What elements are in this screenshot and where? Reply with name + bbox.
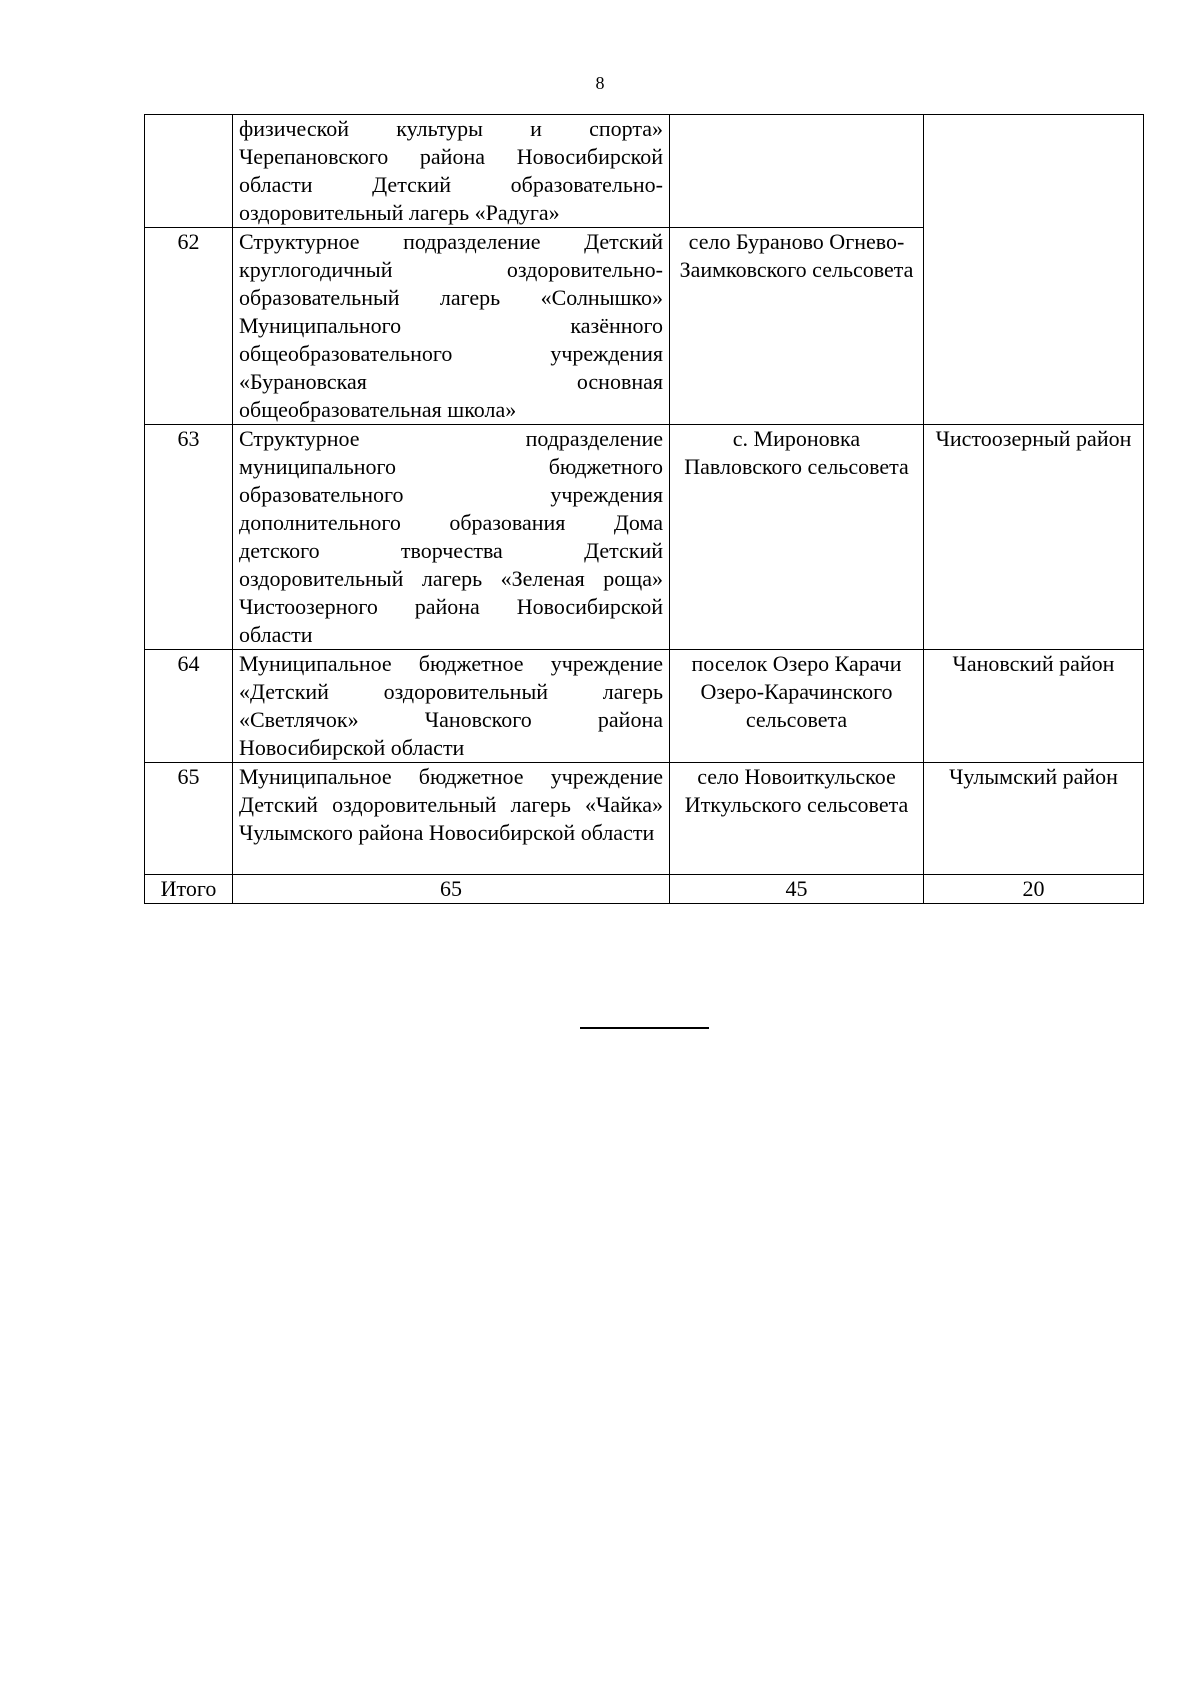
institution-name-cell: Структурное подразделение муниципального бюджетного образовательного учреждения дополнительного образования Дома детского творчества Детский оздоровительный лагерь «Зеленая роща» Чистоозерного района Новосибирской области [233,425,670,650]
row-number-cell: 63 [145,425,233,650]
page-number: 8 [595,73,605,93]
district-cell: Чулымский район [924,763,1144,875]
row-number-cell: 64 [145,650,233,763]
table-row [145,425,1144,650]
total-row [145,875,1144,904]
location-cell: село Новоиткульское Иткульского сельсовета [670,763,924,875]
table-row [145,115,1144,228]
row-number-cell: 65 [145,763,233,875]
institution-name-cell: Структурное подразделение Детский круглогодичный оздоровительно-образовательный лагерь «Солнышко» Муниципального казённого общеобразовательного учреждения «Бурановская основная общеобразовательная школа» [233,228,670,425]
end-of-document-rule [580,1027,709,1029]
table-row [145,763,1144,875]
district-cell [924,115,1144,425]
row-number-cell: 62 [145,228,233,425]
total-places: 45 [670,875,924,904]
district-cell: Чистоозерный район [924,425,1144,650]
institution-name-cell: Муниципальное бюджетное учреждение Детский оздоровительный лагерь «Чайка» Чулымского района Новосибирской области [233,763,670,875]
location-cell: поселок Озеро Карачи Озеро-Карачинского сельсовета [670,650,924,763]
total-districts: 20 [924,875,1144,904]
institution-name-cell: Муниципальное бюджетное учреждение «Детский оздоровительный лагерь «Светлячок» Чановского района Новосибирской области [233,650,670,763]
table-row [145,650,1144,763]
institution-name-cell: физической культуры и спорта» Черепановского района Новосибирской области Детский образовательно-оздоровительный лагерь «Радуга» [233,115,670,228]
camps-table [144,114,1144,904]
row-number-cell [145,115,233,228]
location-cell: с. Мироновка Павловского сельсовета [670,425,924,650]
district-cell: Чановский район [924,650,1144,763]
total-label: Итого [145,875,233,904]
total-camps: 65 [233,875,670,904]
location-cell: село Бураново Огнево-Заимковского сельсовета [670,228,924,425]
location-cell [670,115,924,228]
